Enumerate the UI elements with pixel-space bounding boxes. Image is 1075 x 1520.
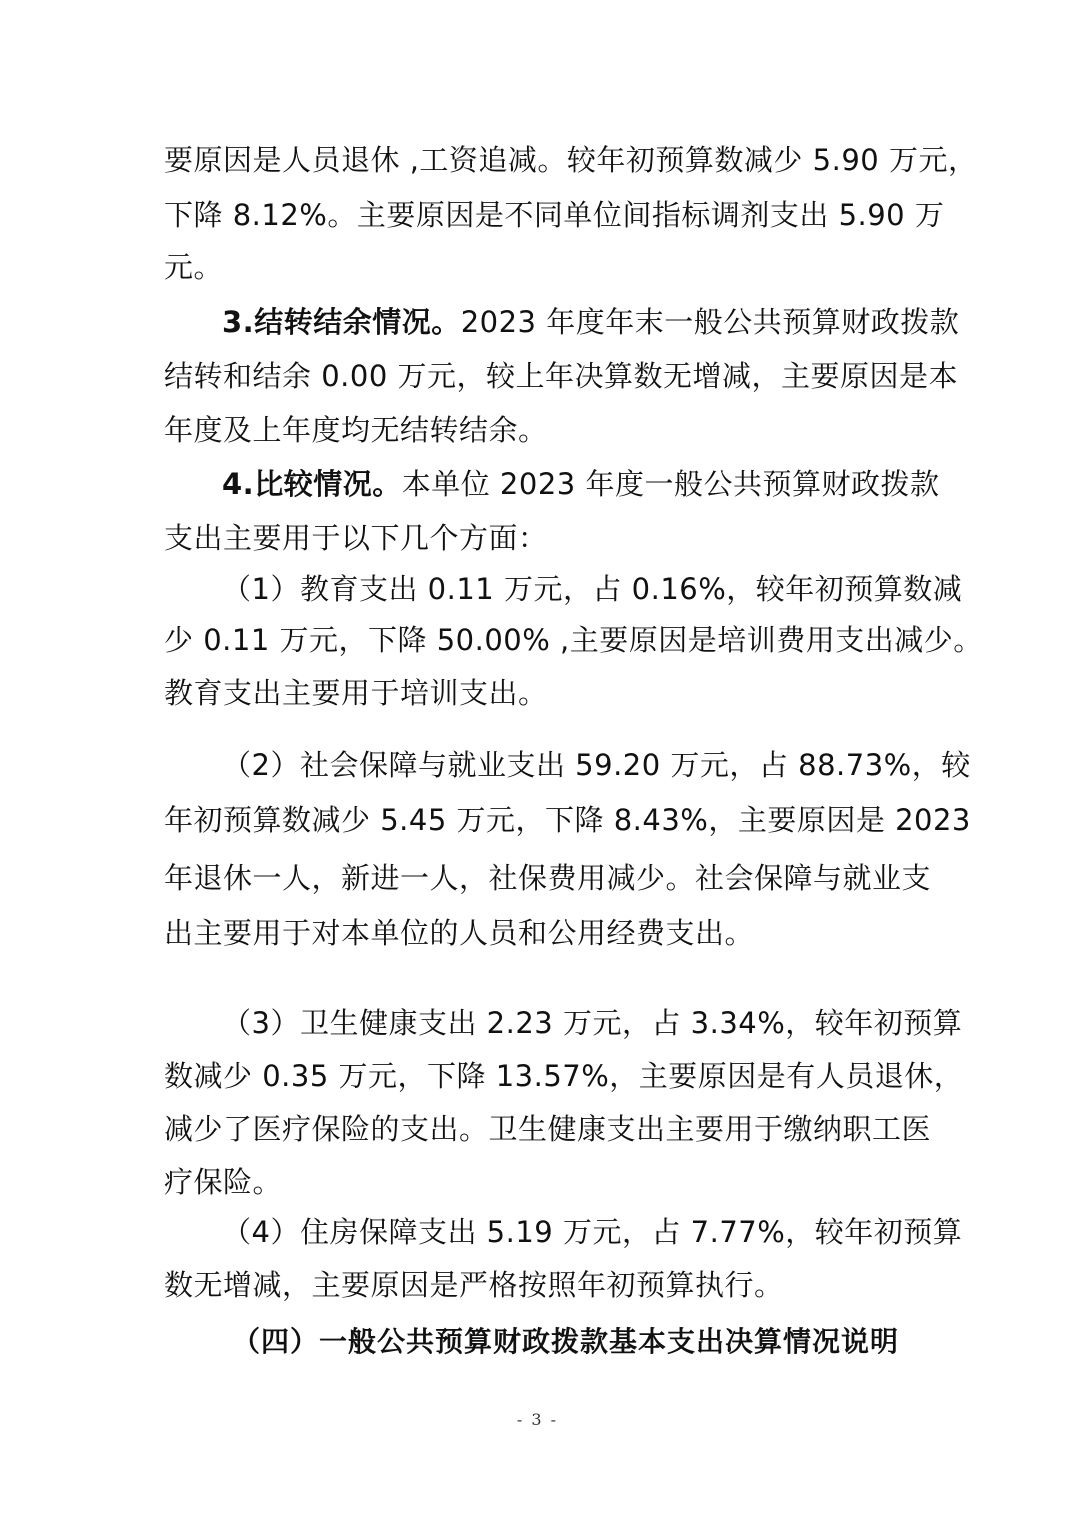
paragraph-line: 结转和结余 0.00 万元，较上年决算数无增减，主要原因是本 (164, 359, 959, 393)
item-3-line: （3）卫生健康支出 2.23 万元，占 3.34%，较年初预算 (222, 1006, 963, 1040)
section-heading: （四）一般公共预算财政拨款基本支出决算情况说明 (232, 1325, 900, 1358)
item-3-line: 疗保险。 (164, 1165, 283, 1199)
page-number: - 3 - (516, 1410, 559, 1429)
paragraph-line: 元。 (164, 250, 224, 284)
paragraph-line: 年度及上年度均无结转结余。 (164, 413, 548, 447)
paragraph-line: 下降 8.12%。主要原因是不同单位间指标调剂支出 5.90 万 (164, 198, 945, 232)
item-1-line: 教育支出主要用于培训支出。 (164, 676, 548, 710)
paragraph-line: 要原因是人员退休 ,工资追减。较年初预算数减少 5.90 万元， (164, 143, 978, 177)
item-4-line: （4）住房保障支出 5.19 万元，占 7.77%，较年初预算 (222, 1215, 963, 1249)
section-4-text: 本单位 2023 年度一般公共预算财政拨款 (401, 467, 940, 501)
item-2-line: （2）社会保障与就业支出 59.20 万元，占 88.73%，较 (222, 748, 971, 782)
item-2-line: 年初预算数减少 5.45 万元，下降 8.43%，主要原因是 2023 (164, 803, 971, 837)
item-2-line: 年退休一人，新进一人，社保费用减少。社会保障与就业支 (164, 861, 932, 895)
item-1-line: 少 0.11 万元，下降 50.00% ,主要原因是培训费用支出减少。 (164, 623, 983, 657)
section-4-title: 4.比较情况。 (222, 467, 402, 501)
section-3-first-line (222, 302, 959, 342)
section-3-text: 2023 年度年末一般公共预算财政拨款 (460, 305, 960, 339)
item-1-line: （1）教育支出 0.11 万元，占 0.16%，较年初预算数减 (222, 572, 963, 606)
section-3-title: 3.结转结余情况。 (222, 305, 461, 339)
item-3-line: 减少了医疗保险的支出。卫生健康支出主要用于缴纳职工医 (164, 1112, 932, 1146)
section-4-first-line (222, 464, 939, 504)
paragraph-line: 支出主要用于以下几个方面： (164, 521, 548, 555)
item-3-line: 数减少 0.35 万元，下降 13.57%，主要原因是有人员退休， (164, 1059, 964, 1093)
item-4-line: 数无增减，主要原因是严格按照年初预算执行。 (164, 1268, 784, 1302)
item-2-line: 出主要用于对本单位的人员和公用经费支出。 (164, 916, 755, 950)
